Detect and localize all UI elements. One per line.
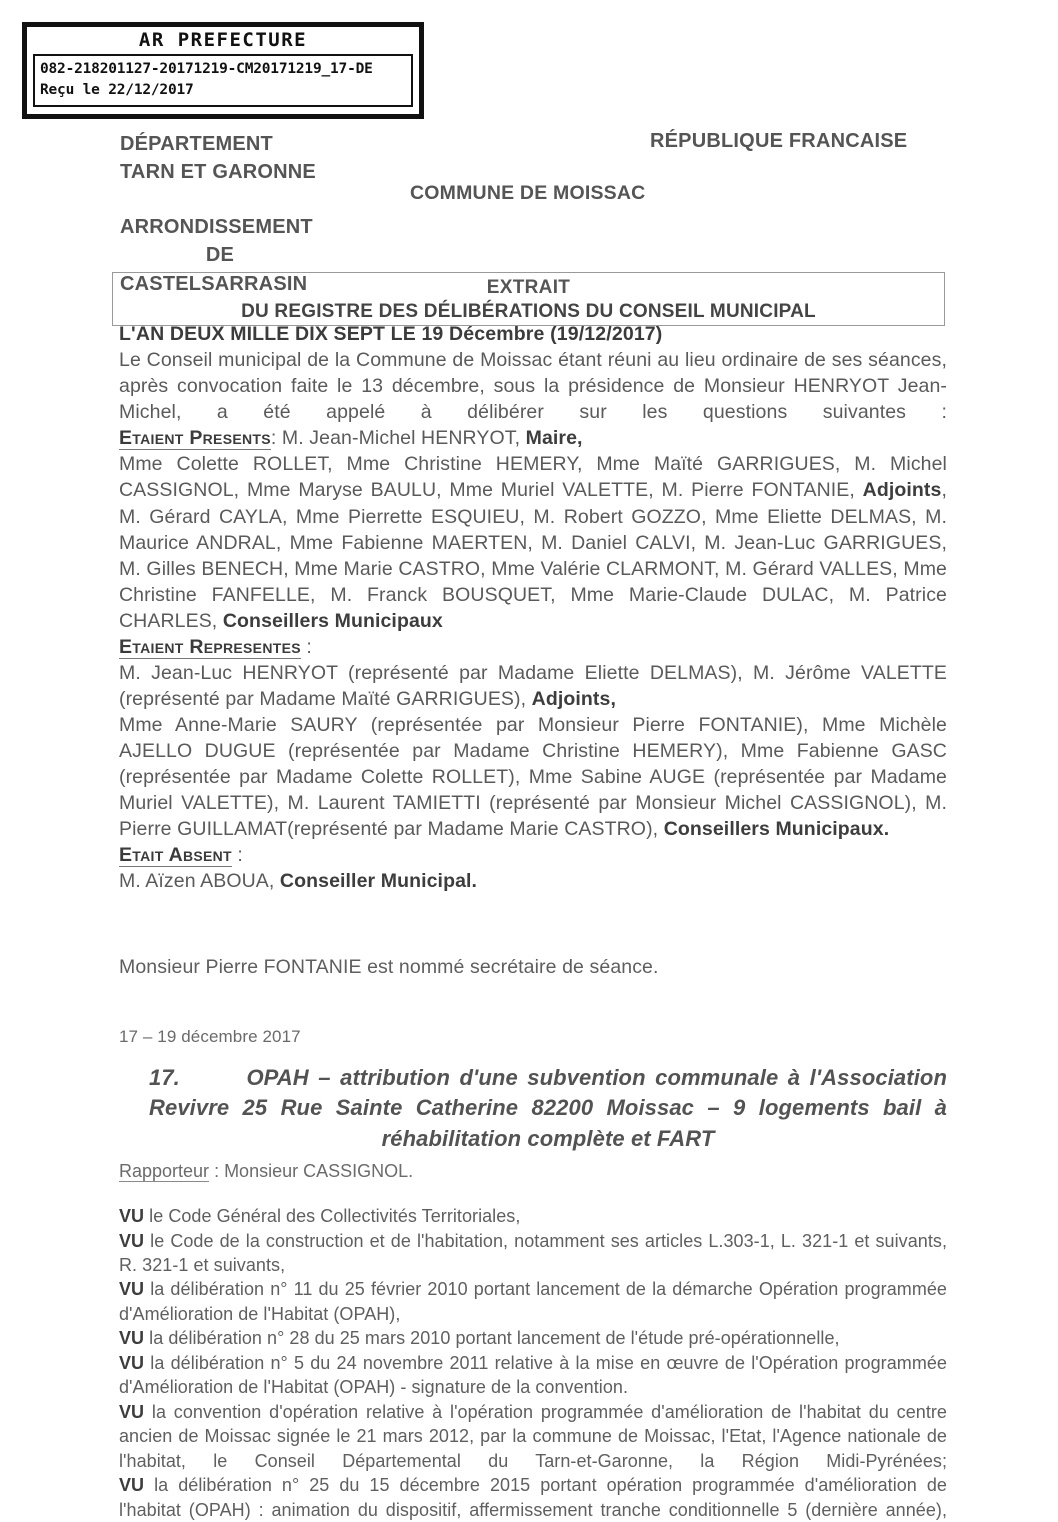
presents-conseillers	[119, 504, 947, 634]
vu-text: le Code Général des Collectivités Territoriales,	[144, 1206, 521, 1227]
absent-heading-line	[119, 842, 947, 868]
representes-adjoints	[119, 660, 947, 712]
presents-adjoints-tail: ,	[941, 479, 947, 502]
vu-clause	[119, 1326, 947, 1350]
presents-conseillers-names: M. Gérard CAYLA, Mme Pierrette ESQUIEU, M. Robert GOZZO, Mme Eliette DELMAS, M. Maurice ANDRAL, Mme Fabienne MAERTEN, M. Daniel CALVI, M. Jean-Luc GARRIGUES, M. Gilles BENECH, Mme Marie CASTRO, Mme Valérie CLARMONT, M. Gérard VALLES, Mme Christine FANFELLE, M. Franck BOUSQUET, Mme Marie-Claude DULAC, M. Patrice CHARLES,	[119, 505, 947, 632]
stamp-title: AR PREFECTURE	[138, 29, 308, 51]
stamp-reference: 082-218201127-20171219-CM20171219_17-DE	[40, 60, 373, 77]
document-body	[119, 321, 947, 1522]
presents-maire: M. Jean-Michel HENRYOT,	[281, 427, 526, 450]
representes-heading-line	[119, 634, 947, 660]
presents-heading-line	[119, 425, 947, 451]
rapporteur-line	[119, 1161, 947, 1182]
vu-prefix: VU	[119, 1279, 145, 1300]
representes-adjoints-role: Adjoints,	[531, 687, 616, 710]
representes-label: Etaient Representes	[119, 635, 301, 658]
departement-label: DÉPARTEMENT	[120, 133, 273, 155]
vu-prefix: VU	[119, 1206, 145, 1227]
commune-de-moissac: COMMUNE DE MOISSAC	[410, 182, 646, 204]
vu-clause	[119, 1277, 947, 1326]
vu-clause	[119, 1473, 947, 1522]
absent-label: Etait Absent	[119, 843, 232, 866]
extrait-box	[112, 272, 945, 326]
arrondissement-de: DE	[205, 244, 235, 267]
representes-adjoints-names: M. Jean-Luc HENRYOT (représenté par Madame Eliette DELMAS), M. Jérôme VALETTE (représenté par Madame Maïté GARRIGUES),	[119, 661, 947, 710]
vu-clause	[119, 1204, 947, 1228]
presents-conseillers-role: Conseillers Municipaux	[222, 609, 443, 632]
presents-label: Etaient Presents	[119, 427, 271, 450]
vu-text: la délibération n° 28 du 25 mars 2010 portant lancement de l'étude pré-opérationnelle,	[144, 1328, 840, 1349]
absent-role: Conseiller Municipal.	[279, 869, 478, 892]
vu-text: la convention d'opération relative à l'opération programmée d'amélioration de l'habitat du centre ancien de Moissac signée le 21 mars 2012, par la commune de Moissac, l'Etat, l'Agence nationale de l'habitat, le Conseil Départemental du Tarn-et-Garonne, la Région Midi-Pyrénées;	[119, 1401, 947, 1471]
presents-maire-role: Maire,	[525, 427, 583, 450]
presents-adjoints-names: Mme Colette ROLLET, Mme Christine HEMERY, Mme Maïté GARRIGUES, M. Michel CASSIGNOL, Mme Maryse BAULU, Mme Muriel VALETTE, M. Pierre FONTANIE,	[119, 453, 947, 502]
arrondissement-name: CASTELSARRASIN	[120, 272, 308, 295]
vu-text: le Code de la construction et de l'habitation, notamment ses articles L.303-1, L. 321-1 et suivants, R. 321-1 et suivants,	[119, 1230, 947, 1275]
deliberation-title: OPAH – attribution d'une subvention communale à l'Association Revivre 25 Rue Sainte Catherine 82200 Moissac – 9 logements bail à réhabilitation complète et FART	[149, 1064, 947, 1151]
absent-name: M. Aïzen ABOUA,	[119, 869, 280, 892]
vu-text: la délibération n° 5 du 24 novembre 2011 relative à la mise en œuvre de l'Opération programmée d'Amélioration de l'Habitat (OPAH) - signature de la convention.	[119, 1352, 947, 1398]
presents-adjoints	[119, 451, 947, 503]
rapporteur-value: : Monsieur CASSIGNOL.	[209, 1161, 414, 1182]
vu-clause	[119, 1229, 947, 1278]
representes-separator: :	[300, 635, 312, 658]
vu-text: la délibération n° 25 du 15 décembre 2015 portant opération programmée d'amélioration de l'habitat (OPAH) : animation du dispositif, affermissement tranche conditionnelle 5 (dernière année),	[119, 1475, 947, 1520]
vu-prefix: VU	[119, 1352, 145, 1373]
absent-person	[119, 868, 947, 894]
representes-conseillers	[119, 712, 947, 842]
convocation-paragraph: Le Conseil municipal de la Commune de Moissac étant réuni au lieu ordinaire de ses séances, après convocation faite le 13 décembre, sous la présidence de Monsieur HENRYOT Jean-Michel, a été appelé à délibérer sur les questions suivantes :	[119, 349, 947, 424]
vu-clauses-block	[119, 1204, 947, 1522]
secretary-line: Monsieur Pierre FONTANIE est nommé secrétaire de séance.	[119, 955, 659, 978]
vu-clause	[119, 1400, 947, 1473]
deliberation-date-ref: 17 – 19 décembre 2017	[119, 1026, 301, 1046]
vu-prefix: VU	[119, 1230, 145, 1251]
extrait-subtitle: DU REGISTRE DES DÉLIBÉRATIONS DU CONSEIL MUNICIPAL	[241, 300, 816, 322]
vu-clause	[119, 1351, 947, 1400]
date-heading: L'AN DEUX MILLE DIX SEPT LE 19 Décembre (19/12/2017)	[119, 323, 663, 345]
rapporteur-label: Rapporteur	[119, 1161, 210, 1182]
vu-text: la délibération n° 11 du 25 février 2010 portant lancement de la démarche Opération programmée d'Amélioration de l'Habitat (OPAH),	[119, 1279, 947, 1324]
representes-conseillers-role: Conseillers Municipaux.	[663, 817, 890, 840]
presents-separator: :	[270, 427, 282, 450]
arrondissement-label: ARRONDISSEMENT	[120, 215, 313, 238]
stamp-received-date: Reçu le 22/12/2017	[40, 81, 194, 98]
vu-prefix: VU	[119, 1475, 145, 1496]
presents-adjoints-role: Adjoints	[862, 479, 942, 502]
extrait-title: EXTRAIT	[486, 277, 571, 298]
representes-conseillers-names: Mme Anne-Marie SAURY (représentée par Monsieur Pierre FONTANIE), Mme Michèle AJELLO DUGUE (représentée par Madame Christine HEMERY), Mme Fabienne GASC (représentée par Madame Colette ROLLET), Mme Sabine AUGE (représentée par Madame Muriel VALETTE), M. Laurent TAMIETTI (représenté par Monsieur Michel CASSIGNOL), M. Pierre GUILLAMAT(représenté par Madame Marie CASTRO),	[119, 713, 947, 840]
vu-prefix: VU	[119, 1328, 145, 1349]
republique-francaise: RÉPUBLIQUE FRANCAISE	[650, 130, 908, 152]
vu-prefix: VU	[119, 1401, 145, 1422]
departement-name: TARN ET GARONNE	[120, 161, 316, 184]
deliberation-title-block	[149, 1063, 947, 1154]
absent-separator: :	[231, 843, 243, 866]
deliberation-number: 17.	[149, 1064, 180, 1090]
